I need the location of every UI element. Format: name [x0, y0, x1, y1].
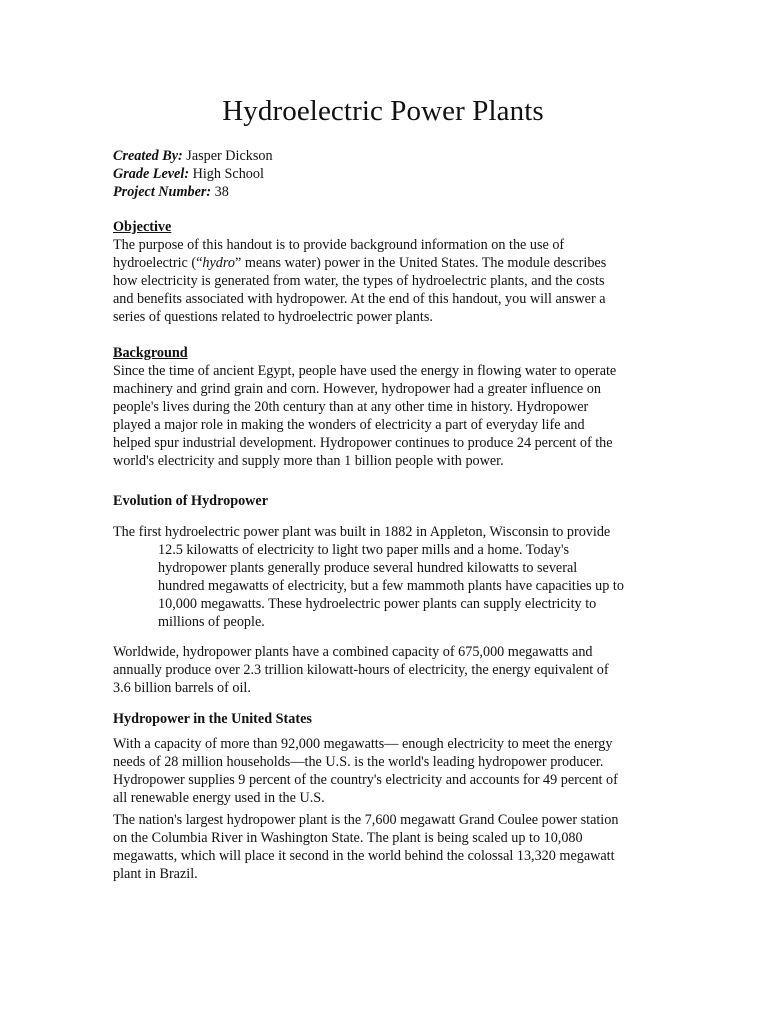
us-heading: Hydropower in the United States — [113, 711, 312, 727]
evolution-paragraph-1 — [113, 523, 673, 631]
meta-block — [113, 147, 273, 201]
grade-level-label: Grade Level — [113, 166, 185, 182]
meta-created-by: Created By: Jasper Dickson — [113, 148, 273, 164]
background-section — [113, 344, 673, 470]
us-paragraph-2: The nation's largest hydropower plant is the 7,600 megawatt Grand Coulee power station on the Columbia River in Washington State. The plant is being scaled up to 10,080 megawatts, which will place it second in the world behind the colossal 13,320 megawatt plant in Brazil. — [113, 812, 619, 882]
background-text: Since the time of ancient Egypt, people have used the energy in flowing water to operate machinery and grind grain and corn. However, hydropower had a greater influence on people's lives during the 20th century than at any other time in history. Hydropower played a major role in making the wonders of electricity a part of everyday life and helped spur industrial development. Hydropower continues to produce 24 percent of the world's electricity and supply more than 1 billion people with power. — [113, 363, 617, 469]
evolution-p1-first-line: The first hydroelectric power plant was built in 1882 in Appleton, Wisconsin to provide — [113, 524, 611, 540]
evolution-p1-indented: 12.5 kilowatts of electricity to light two paper mills and a home. Today's hydropower plants generally produce several hundred kilowatts to several hundred megawatts of electricity, but a few mammoth plants have capacities up to 10,000 megawatts. These hydroelectric power plants can supply electricity to millions of people. — [158, 542, 624, 630]
grade-level-value: High School — [189, 166, 264, 182]
meta-project-number: Project Number: 38 — [113, 184, 229, 200]
evolution-section — [113, 492, 673, 510]
project-number-value: 38 — [211, 184, 229, 200]
created-by-value: Jasper Dickson — [182, 148, 273, 164]
us-section — [113, 710, 673, 728]
objective-section — [113, 218, 673, 326]
evolution-paragraph-2: Worldwide, hydropower plants have a combined capacity of 675,000 megawatts and annually produce over 2.3 trillion kilowatt-hours of electricity, the energy equivalent of 3.6 billion barrels of oil. — [113, 644, 609, 696]
objective-heading: Objective — [113, 219, 172, 235]
project-number-label: Project Number — [113, 184, 207, 200]
background-heading: Background — [113, 345, 188, 361]
us-paragraph-1: With a capacity of more than 92,000 megawatts— enough electricity to meet the energy needs of 28 million households—the U.S. is the world's leading hydropower producer. Hydropower supplies 9 percent of the country's electricity and accounts for 49 percent of all renewable energy used in the U.S. — [113, 736, 618, 806]
meta-grade-level: Grade Level: High School — [113, 166, 264, 182]
objective-text: The purpose of this handout is to provide background information on the use of hydroelectric (“hydro” means water) power in the United States. The module describes how electricity is generated from water, the types of hydroelectric plants, and the costs and benefits associated with hydropower. At the end of this handout, you will answer a series of questions related to hydroelectric power plants. — [113, 237, 607, 325]
created-by-label: Created By — [113, 148, 179, 164]
evolution-heading: Evolution of Hydropower — [113, 493, 269, 509]
document-title: Hydroelectric Power Plants — [222, 95, 544, 127]
